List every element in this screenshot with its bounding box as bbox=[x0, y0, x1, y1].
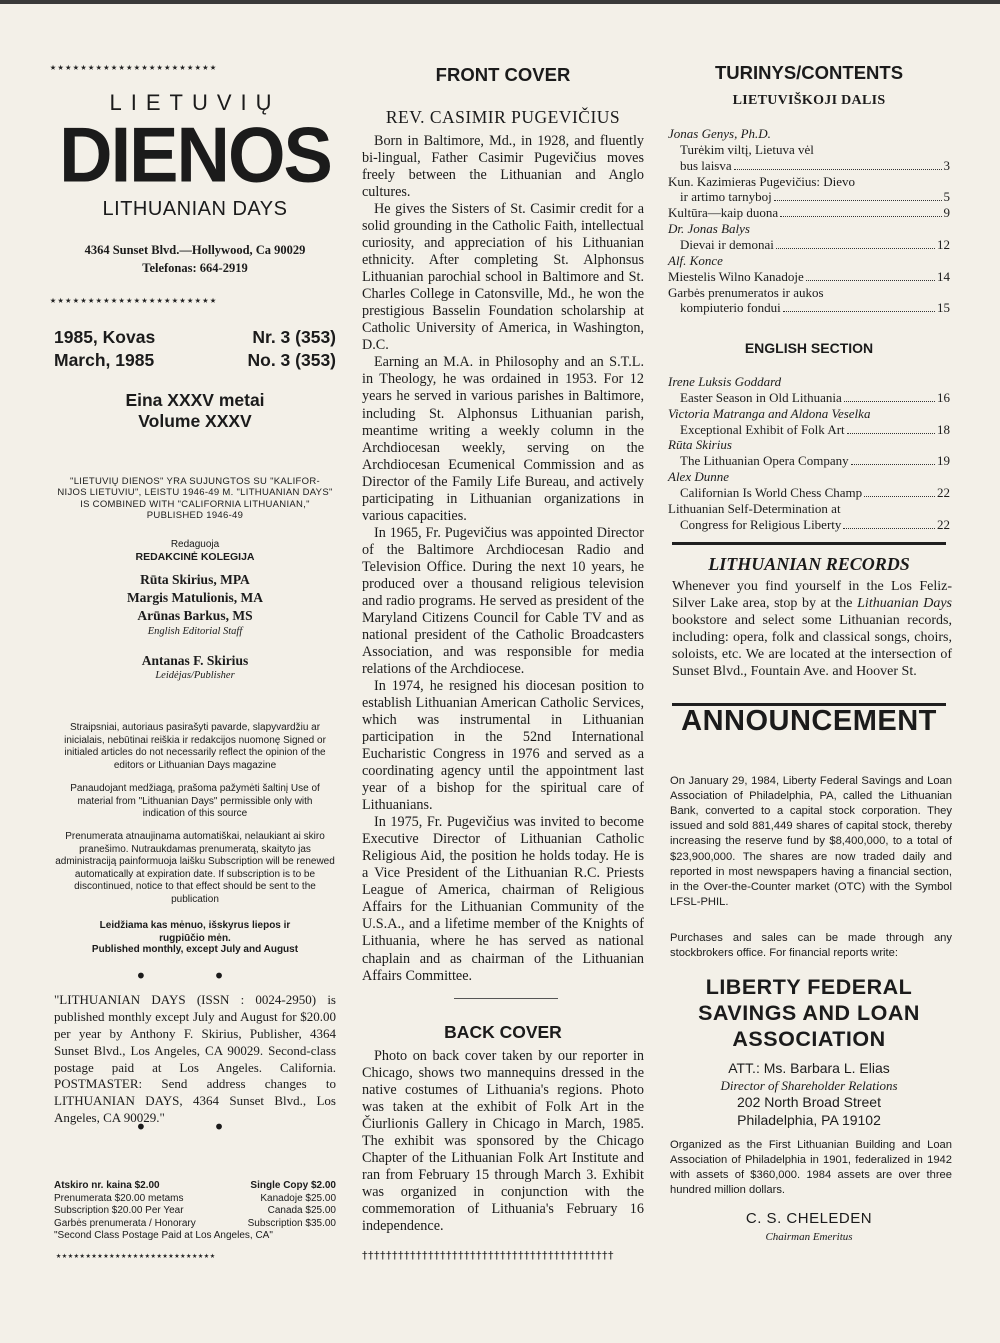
english-staff-label: English Editorial Staff bbox=[147, 625, 243, 637]
contact-name: ATT.: Ms. Barbara L. Elias bbox=[728, 1060, 890, 1076]
toc-title: Kun. Kazimieras Pugevičius: Dievo bbox=[668, 173, 856, 189]
editor-name: Margis Matulionis, MA bbox=[126, 590, 264, 606]
toc-page: 5 bbox=[943, 189, 950, 205]
toc-title: Dievai ir demonai bbox=[680, 237, 774, 253]
announcement-text: On January 29, 1984, Liberty Federal Savings and Loan Association of Philadelphia, PA, called the Lithuanian Bank, converted to a capital stock corporation. They issued and sold 881,449 shares of capital stock, thereby increasing the reserve fund by $8,400,000, to a total of $23,900,000. The shares are now traded daily and reported in most newspapers having a financial section, in the Over-the-Counter market (OTC) with the Symbol LFSL-PHIL. bbox=[670, 775, 952, 908]
stars-divider-mid: ★★★★★★★★★★★★★★★★★★★★★★ bbox=[50, 295, 218, 306]
records-store-name: Lithuanian Days bbox=[857, 596, 952, 612]
front-cover-heading: FRONT COVER bbox=[435, 64, 571, 85]
phone: Telefonas: 664-2919 bbox=[142, 261, 248, 275]
top-border bbox=[0, 0, 1000, 4]
edited-by: Redaguoja bbox=[170, 539, 220, 550]
article-paragraph: Born in Baltimore, Md., in 1928, and fluently bi-lingual, Father Casimir Pugevičius moves freely between the Lithuanian and Anglo cultures. bbox=[362, 133, 644, 201]
editor-name: Rūta Skirius, MPA bbox=[140, 572, 250, 587]
editor-name: Arūnas Barkus, MS bbox=[137, 608, 253, 624]
dots-divider: • • bbox=[135, 964, 255, 988]
volume-en: Volume XXXV bbox=[138, 411, 252, 431]
editorial-board: REDAKCINĖ KOLEGIJA bbox=[135, 551, 255, 563]
price-value: Single Copy $2.00 bbox=[250, 1180, 336, 1191]
stars-divider-top: ★★★★★★★★★★★★★★★★★★★★★★ bbox=[50, 62, 218, 73]
price-label: Subscription $20.00 Per Year bbox=[54, 1205, 184, 1216]
price-row bbox=[54, 1180, 336, 1193]
toc-page: 3 bbox=[943, 157, 950, 173]
announcement-text: Purchases and sales can be made through any stockbrokers office. For financial reports write: bbox=[670, 932, 952, 960]
toc-title: Miestelis Wilno Kanadoje bbox=[668, 268, 804, 284]
toc-title: Congress for Religious Liberty bbox=[680, 516, 842, 532]
street-address: 202 North Broad Street bbox=[737, 1093, 881, 1110]
toc-author: Alex Dunne bbox=[668, 469, 730, 485]
bank-name-line: ASSOCIATION bbox=[732, 1027, 886, 1052]
divider-rule bbox=[454, 998, 558, 999]
published-lt: Leidžiama kas mėnuo, išskyrus liepos ir rugpiūčio mėn. bbox=[99, 920, 291, 944]
cover-subject-name: REV. CASIMIR PUGEVIČIUS bbox=[385, 107, 621, 127]
section-rule bbox=[672, 542, 946, 545]
signer-role: Chairman Emeritus bbox=[765, 1231, 853, 1243]
en-section-heading: ENGLISH SECTION bbox=[744, 340, 874, 356]
issue-date-en: March, 1985 bbox=[54, 349, 155, 370]
back-cover-article bbox=[362, 1048, 644, 1235]
toc-entry[interactable] bbox=[668, 253, 950, 285]
bank-history: Organized as the First Lithuanian Building and Loan Association of Philadelphia in 1901, federalized in 1942 with assets of $360,000. 1984 assets are over three hundred million dollars. bbox=[670, 1139, 952, 1197]
contents-heading: TURINYS/CONTENTS bbox=[714, 62, 904, 83]
price-value: Subscription $35.00 bbox=[247, 1217, 336, 1229]
toc-page: 9 bbox=[943, 205, 950, 221]
toc-entry[interactable] bbox=[668, 501, 950, 533]
issue-date-lt: 1985, Kovas bbox=[54, 327, 156, 347]
toc-author: Rūta Skirius bbox=[668, 437, 732, 453]
article-paragraph: Photo on back cover taken by our reporter in Chicago, shows two mannequins dressed in the native costumes of Lithuania's regions. Photo was taken at the exhibit of Folk Art in the Čiurlionis Gallery in Chicago in March, 1985. The exhibit was sponsored by the Chicago Chapter of the Lithuanian Folk Art Institute and ran from February 15 through March 3. Exhibit was organized in conjunction with the commemoration of Lithuania's February 16 independence. bbox=[362, 1048, 644, 1235]
city-address: Philadelphia, PA 19102 bbox=[737, 1111, 881, 1128]
bank-contact bbox=[666, 1060, 952, 1130]
toc-entry[interactable] bbox=[668, 221, 950, 253]
toc-title: kompiuterio fondui bbox=[680, 300, 781, 316]
toc-page: 19 bbox=[937, 453, 950, 469]
price-label: Garbės prenumerata / Honorary bbox=[54, 1217, 196, 1229]
published-en: Published monthly, except July and August bbox=[91, 944, 299, 955]
records-text-part: Whenever you find yourself in the Los Feliz-Silver Lake area, stop by at the bbox=[672, 579, 952, 612]
stars-divider-bottom: ★★★★★★★★★★★★★★★★★★★★★★★★★★★ bbox=[56, 1251, 216, 1261]
toc-page: 22 bbox=[937, 516, 950, 532]
lt-section-heading: LIETUVIŠKOJI DALIS bbox=[732, 93, 886, 108]
article-paragraph: He gives the Sisters of St. Casimir credit for a solid grounding in the Catholic Faith, intellectual curiosity, and appreciation of his Lithuanian ethnicity. After completing St. Alphonsus Lithuanian parochial school in Baltimore and St. Charles College in Catonsville, Md., he won the prestigious Basselin Foundation scholarship at Catholic University of America, in Washington, D.C. bbox=[362, 201, 644, 354]
toc-title: ir artimo tarnyboj bbox=[680, 189, 772, 205]
toc-title: bus laisva bbox=[680, 157, 732, 173]
price-value: Canada $25.00 bbox=[267, 1205, 336, 1216]
toc-page: 22 bbox=[937, 485, 950, 501]
toc-title: Garbės prenumeratos ir aukos bbox=[668, 284, 824, 300]
subscription-note: Prenumerata atnaujinama automatiškai, nelaukiant ai skiro pranešimo. Nutraukdamas prenumeratą, skaityto jas administraciją painformuoja laišku Subscription will be renewed automatically at expiration date. If subscription is to be discontinued, notice to that effect should be sent to the publication bbox=[55, 831, 335, 905]
issue-number-lt: Nr. 3 (353) bbox=[252, 327, 336, 347]
bank-name-line: SAVINGS AND LOAN bbox=[698, 1001, 920, 1026]
issn-statement: "LITHUANIAN DAYS (ISSN : 0024-2950) is published monthly except July and August for $20.00 per year by Anthony F. Skirius, Publisher, 4364 Sunset Blvd., Los Angeles, CA 90029. Second-class postage paid at Los Angeles. California. POSTMASTER: Send address changes to LITHUANIAN DAYS, 4364 Sunset Blvd., Los Angeles, CA 90029." bbox=[54, 992, 336, 1126]
article-paragraph: Earning an M.A. in Philosophy and an S.T.L. in Theology, he was ordained in 1953. For 12 years he served in various parishes in Baltimore, including St. Alphonsus Lithuanian parish, meantime writing a weekly column in the Archdiocesan weekly, serving on the Archdiocesan Ecumenical Commission and as Director of the Family Life Bureau, and actively participating in Lithuanian organizations in various capacities. bbox=[362, 354, 644, 524]
toc-author: Victoria Matranga and Aldona Veselka bbox=[668, 405, 871, 421]
price-label: Atskiro nr. kaina $2.00 bbox=[54, 1180, 160, 1191]
price-label: Prenumerata $20.00 metams bbox=[54, 1192, 184, 1204]
toc-author: Jonas Genys, Ph.D. bbox=[668, 126, 771, 141]
toc-entry[interactable] bbox=[668, 469, 950, 501]
toc-page: 16 bbox=[937, 389, 950, 405]
signer-name: C. S. CHELEDEN bbox=[745, 1210, 873, 1227]
masthead-title: DIENOS bbox=[59, 110, 331, 199]
reuse-note: Panaudojant medžiagą, prašoma pažymėti šaltinį Use of material from "Lithuanian Days" permissible only with indication of this source bbox=[70, 783, 320, 819]
masthead-kicker: LIETUVIŲ bbox=[109, 90, 281, 115]
article-paragraph: In 1974, he resigned his diocesan position to establish Lithuanian American Catholic Services, which was instrumental in Lithuanian participation in the 52nd International Eucharistic Congress in 1976 and served as a coordinating agency until the appointment last year of a bishop for the spiritual care of Lithuanians. bbox=[362, 678, 644, 814]
dots-divider: • • bbox=[135, 1115, 255, 1139]
price-row bbox=[54, 1218, 336, 1231]
crosses-divider: †††††††††††††††††††††††††††††††††††††††††† bbox=[362, 1249, 614, 1262]
records-text-part: bookstore and select some Lithuanian records, including: opera, folk and classical songs, choirs, soloists, etc. We are located at the intersection of Sunset Blvd., Fountain Ave. and Hoover St. bbox=[672, 613, 952, 680]
price-value: Kanadoje $25.00 bbox=[260, 1192, 336, 1204]
toc-entry[interactable] bbox=[668, 285, 950, 317]
toc-page: 15 bbox=[937, 300, 950, 316]
toc-title: Turėkim viltį, Lietuva vėl bbox=[680, 141, 814, 157]
toc-entry[interactable] bbox=[668, 205, 950, 221]
toc-entry[interactable] bbox=[668, 126, 950, 174]
toc-title: Kultūra—kaip duona bbox=[668, 205, 779, 221]
address: 4364 Sunset Blvd.—Hollywood, Ca 90029 bbox=[84, 243, 306, 257]
records-heading: LITHUANIAN RECORDS bbox=[708, 554, 910, 574]
masthead-subtitle: LITHUANIAN DAYS bbox=[102, 198, 288, 220]
toc-entry[interactable] bbox=[668, 174, 950, 206]
issue-number-en: No. 3 (353) bbox=[247, 349, 336, 370]
disclaimer: Straipsniai, autoriaus pasirašyti pavarde, slapyvardžiu ar inicialais, nebūtinai reiškia ir redakcijos nuomonę Signed or initialed articles do not necessarily reflect the opinion of the editors or Lithuanian Days magazine bbox=[64, 722, 326, 771]
front-cover-article bbox=[362, 133, 644, 985]
toc-lt bbox=[668, 126, 950, 316]
toc-author: Alf. Konce bbox=[668, 252, 723, 268]
toc-entry[interactable] bbox=[668, 374, 950, 406]
price-list bbox=[54, 1180, 336, 1243]
toc-entry[interactable] bbox=[668, 406, 950, 438]
price-row bbox=[54, 1205, 336, 1218]
back-cover-heading: BACK COVER bbox=[444, 1022, 562, 1042]
issue-info bbox=[54, 326, 336, 372]
toc-title: The Lithuanian Opera Company bbox=[680, 453, 849, 469]
announcement-heading: ANNOUNCEMENT bbox=[681, 705, 937, 737]
toc-page: 18 bbox=[937, 421, 950, 437]
toc-title: Exceptional Exhibit of Folk Art bbox=[680, 421, 845, 437]
bank-name-line: LIBERTY FEDERAL bbox=[705, 975, 913, 999]
toc-en bbox=[668, 374, 950, 533]
volume-lt: Eina XXXV metai bbox=[125, 390, 265, 410]
publisher-role: Leidėjas/Publisher bbox=[155, 670, 235, 681]
bank-name bbox=[666, 974, 952, 1053]
editors-list bbox=[50, 571, 340, 637]
toc-entry[interactable] bbox=[668, 437, 950, 469]
contact-role: Director of Shareholder Relations bbox=[720, 1077, 898, 1093]
toc-page: 12 bbox=[937, 237, 950, 253]
toc-title: Californian Is World Chess Champ bbox=[680, 485, 863, 501]
publisher-name: Antanas F. Skirius bbox=[141, 653, 249, 668]
toc-page: 14 bbox=[937, 268, 950, 284]
toc-author: Dr. Jonas Balys bbox=[668, 221, 750, 237]
price-row bbox=[54, 1193, 336, 1206]
second-class-note: "Second Class Postage Paid at Los Angeles, CA" bbox=[54, 1230, 273, 1241]
toc-title: Easter Season in Old Lithuania bbox=[680, 389, 842, 405]
records-text bbox=[672, 578, 952, 680]
combined-note: "LIETUVIŲ DIENOS" YRA SUJUNGTOS SU "KALIFOR-NIJOS LIETUVIU", LEISTU 1946-49 M. "LITHUANIAN DAYS" IS COMBINED WITH "CALIFORNIA LITHUANIAN," PUBLISHED 1946-49 bbox=[57, 476, 333, 522]
toc-author: Irene Luksis Goddard bbox=[668, 374, 782, 389]
toc-title: Lithuanian Self-Determination at bbox=[668, 500, 841, 516]
article-paragraph: In 1965, Fr. Pugevičius was appointed Director of the Baltimore Archdiocesan Radio and Television Office. During the next 10 years, he produced over a thousand religious television and radio programs. He served as president of the Maryland Citizens Council for Cable TV and as national president of the Catholic Broadcasters Association, and was responsible for media relations of the Archdiocese. bbox=[362, 524, 644, 677]
article-paragraph: In 1975, Fr. Pugevičius was invited to become Executive Director of Lithuanian Catholic Religious Aid, the position he holds today. He is a Vice President of the Lithuanian R.C. Priests League of America, chairman of Religious Affairs for the Lithuanian Community of the U.S.A., and a lifetime member of the Knights of Lithuania, where he has served as national chaplain and as chairman of the Lithuanian Affairs Committee. bbox=[362, 814, 644, 984]
